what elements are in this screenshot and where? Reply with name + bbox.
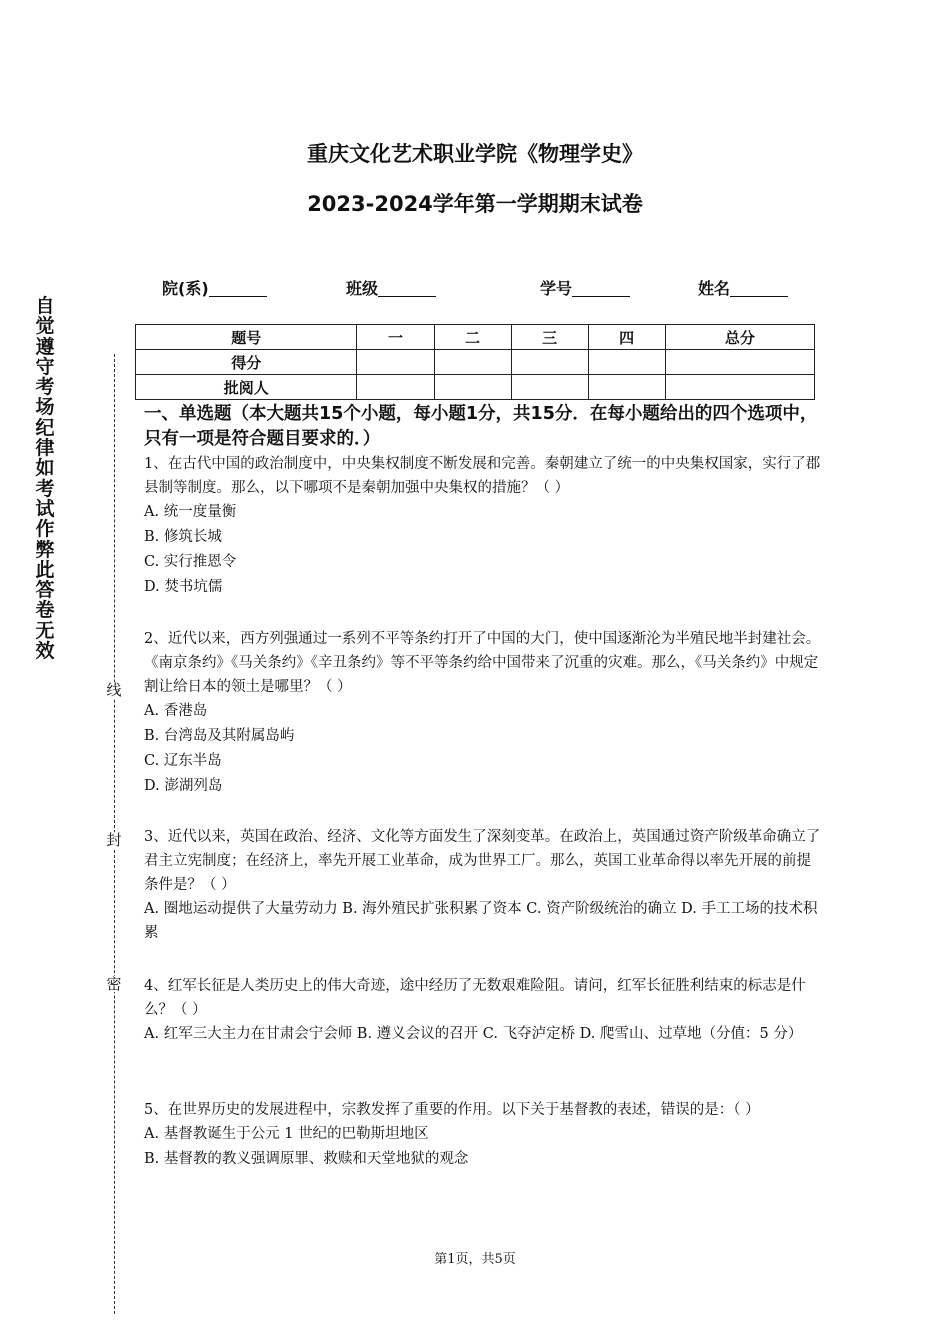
question-3 <box>144 825 824 945</box>
score-row-label: 得分 <box>136 350 357 375</box>
section1-heading-block <box>144 402 824 452</box>
option-c[interactable]: C. 实行推恩令 <box>144 554 237 570</box>
grader-cell <box>357 375 434 400</box>
score-cell <box>511 350 588 375</box>
option-a[interactable]: A. 基督教诞生于公元 1 世纪的巴勒斯坦地区 <box>144 1126 429 1142</box>
question-2 <box>144 627 824 799</box>
question-stem: 5、在世界历史的发展进程中，宗教发挥了重要的作用。以下关于基督教的表述，错误的是：（ ） <box>144 1102 760 1118</box>
score-header-cell: 四 <box>588 325 665 350</box>
score-cell <box>434 350 511 375</box>
score-table <box>135 324 815 400</box>
score-header-cell: 总分 <box>665 325 814 350</box>
score-row <box>136 350 815 375</box>
score-header-cell: 题号 <box>136 325 357 350</box>
score-header-cell: 三 <box>511 325 588 350</box>
option-d[interactable]: D. 焚书坑儒 <box>144 579 223 595</box>
option-a[interactable]: A. 统一度量衡 <box>144 504 237 520</box>
option-d[interactable]: D. 澎湖列岛 <box>144 778 223 794</box>
page-number: 第1页，共5页 <box>434 1252 516 1267</box>
seal-line-char: 线 <box>106 681 122 699</box>
question-1 <box>144 452 824 600</box>
student-id-field <box>540 276 630 299</box>
grader-cell <box>588 375 665 400</box>
question-5 <box>144 1098 824 1172</box>
question-options-inline[interactable]: A. 红军三大主力在甘肃会宁会师 B. 遵义会议的召开 C. 飞夺泸定桥 D. 爬雪山、过草地（分值：5 分） <box>144 1026 803 1042</box>
question-options-inline[interactable]: A. 圈地运动提供了大量劳动力 B. 海外殖民扩张积累了资本 C. 资产阶级统治的确立 D. 手工工场的技术积累 <box>144 901 818 941</box>
option-b[interactable]: B. 基督教的教义强调原罪、救赎和天堂地狱的观念 <box>144 1151 469 1167</box>
student-id-blank[interactable] <box>572 280 630 297</box>
exam-title-line1: 重庆文化艺术职业学院《物理学史》 <box>307 142 643 166</box>
question-stem: 4、红军长征是人类历史上的伟大奇迹，途中经历了无数艰难险阻。请问，红军长征胜利结束的标志是什么？（ ） <box>144 978 806 1018</box>
score-header-cell: 一 <box>357 325 434 350</box>
dept-blank[interactable] <box>209 280 267 297</box>
grader-row <box>136 375 815 400</box>
class-field <box>346 276 436 299</box>
seal-secret-char: 密 <box>106 975 122 993</box>
class-label: 班级 <box>346 279 379 298</box>
dept-field <box>162 276 267 299</box>
class-blank[interactable] <box>378 280 436 297</box>
option-b[interactable]: B. 修筑长城 <box>144 529 222 545</box>
dept-label: 院(系) <box>162 279 209 298</box>
grader-row-label: 批阅人 <box>136 375 357 400</box>
exam-title-line2: 2023-2024学年第一学期期末试卷 <box>307 192 643 216</box>
score-cell <box>357 350 434 375</box>
score-table-header-row <box>136 325 815 350</box>
section-heading: 一、单选题（本大题共15个小题，每小题1分，共15分．在每小题给出的四个选项中，只有一项是符合题目要求的．） <box>144 404 818 449</box>
question-stem: 1、在古代中国的政治制度中，中央集权制度不断发展和完善。秦朝建立了统一的中央集权国家，实行了郡县制等制度。那么，以下哪项不是秦朝加强中央集权的措施？（ ） <box>144 456 821 496</box>
grader-cell <box>665 375 814 400</box>
student-id-label: 学号 <box>540 279 573 298</box>
question-4 <box>144 974 824 1046</box>
score-header-cell: 二 <box>434 325 511 350</box>
option-c[interactable]: C. 辽东半岛 <box>144 753 222 769</box>
name-blank[interactable] <box>730 280 788 297</box>
exam-discipline-notice: 自觉遵守考场纪律如考试作弊此答卷无效 <box>35 295 55 663</box>
name-label: 姓名 <box>698 279 731 298</box>
option-b[interactable]: B. 台湾岛及其附属岛屿 <box>144 728 295 744</box>
seal-seal-char: 封 <box>106 831 122 849</box>
question-stem: 3、近代以来，英国在政治、经济、文化等方面发生了深刻变革。在政治上，英国通过资产阶级革命确立了君主立宪制度；在经济上，率先开展工业革命，成为世界工厂。那么，英国工业革命得以率先开展的前提条件是？（ ） <box>144 829 821 893</box>
score-cell <box>665 350 814 375</box>
name-field <box>698 276 788 299</box>
grader-cell <box>511 375 588 400</box>
question-stem: 2、近代以来，西方列强通过一系列不平等条约打开了中国的大门，使中国逐渐沦为半殖民地半封建社会。《南京条约》《马关条约》《辛丑条约》等不平等条约给中国带来了沉重的灾难。那么，《马关条约》中规定割让给日本的领土是哪里？（ ） <box>144 631 821 695</box>
option-a[interactable]: A. 香港岛 <box>144 703 208 719</box>
score-cell <box>588 350 665 375</box>
grader-cell <box>434 375 511 400</box>
